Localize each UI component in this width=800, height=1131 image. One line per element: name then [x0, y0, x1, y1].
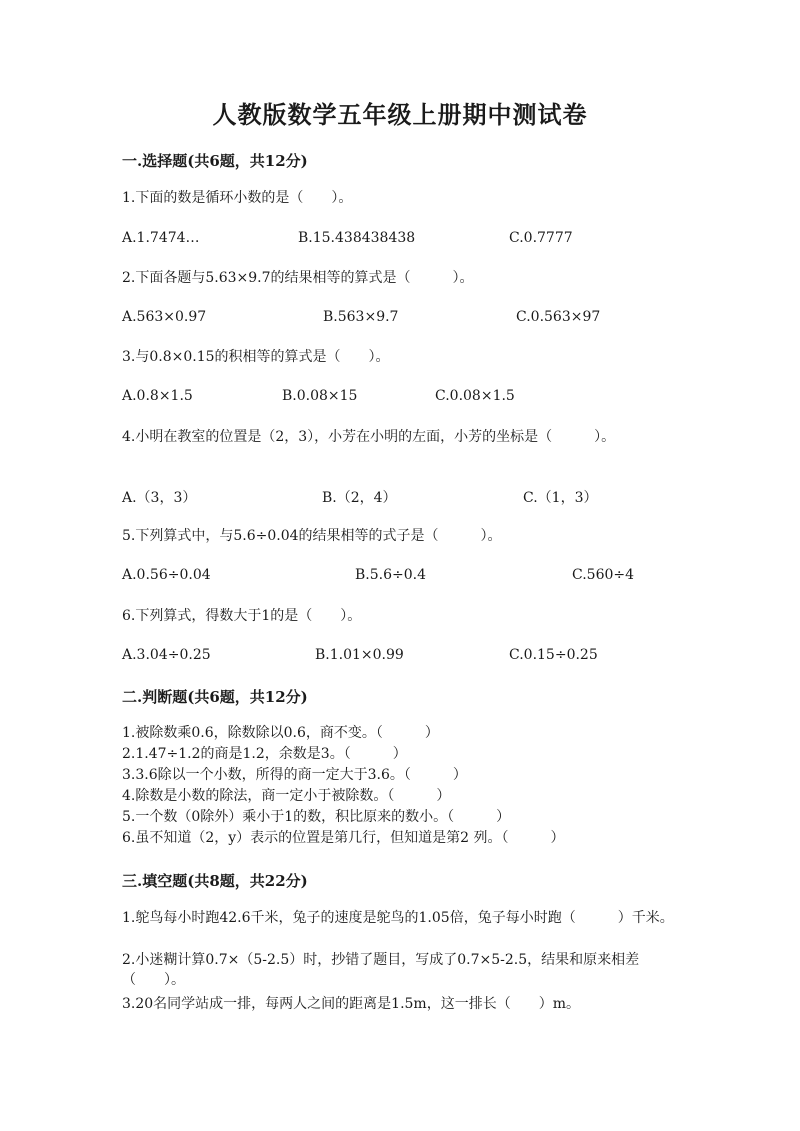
question-text: 6.下列算式，得数大于1的是（ ）。	[122, 608, 362, 624]
list-item: 2.1.47÷1.2的商是1.2，余数是3。（ ）	[122, 746, 407, 762]
list-item: 3.20名同学站成一排，每两人之间的距离是1.5m，这一排长（ ）m。	[122, 996, 580, 1012]
question-text: 1.下面的数是循环小数的是（ ）。	[122, 190, 353, 206]
option-b: B.（2，4）	[322, 490, 397, 506]
option-b: B.0.08×15	[282, 388, 358, 404]
option-b: B.563×9.7	[323, 309, 399, 325]
option-c: C.0.7777	[509, 230, 573, 246]
option-a: A.3.04÷0.25	[122, 647, 211, 663]
option-a: A.（3，3）	[122, 490, 197, 506]
list-item: 4.除数是小数的除法，商一定小于被除数。（ ）	[122, 788, 451, 804]
option-c: C.560÷4	[572, 567, 635, 583]
option-c: C.0.15÷0.25	[509, 647, 598, 663]
list-item: 2.小迷糊计算0.7×（5-2.5）时，抄错了题目，写成了0.7×5-2.5，结果和原来相差（ ）。	[122, 952, 640, 988]
section-heading-judgement: 二.判断题(共6题，共12分)	[122, 688, 308, 706]
question-text: 5.下列算式中，与5.6÷0.04的结果相等的式子是（ ）。	[122, 528, 502, 544]
option-b: B.1.01×0.99	[315, 647, 404, 663]
list-item: 1.鸵鸟每小时跑42.6千米，兔子的速度是鸵鸟的1.05倍，兔子每小时跑（ ）千米。	[122, 910, 674, 926]
option-c: C.0.08×1.5	[435, 388, 515, 404]
page-title: 人教版数学五年级上册期中测试卷	[212, 100, 588, 129]
section-heading-fill-in: 三.填空题(共8题，共22分)	[122, 872, 308, 890]
option-a: A.1.7474…	[122, 230, 200, 246]
question-text: 2.下面各题与5.63×9.7的结果相等的算式是（ ）。	[122, 270, 474, 286]
option-a: A.0.56÷0.04	[122, 567, 211, 583]
option-c: C.（1，3）	[523, 490, 598, 506]
option-a: A.0.8×1.5	[122, 388, 193, 404]
option-a: A.563×0.97	[122, 309, 207, 325]
section-heading-choice: 一.选择题(共6题，共12分)	[122, 152, 308, 170]
question-text: 3.与0.8×0.15的积相等的算式是（ ）。	[122, 349, 390, 365]
list-item: 3.3.6除以一个小数，所得的商一定大于3.6。（ ）	[122, 767, 467, 783]
list-item: 1.被除数乘0.6，除数除以0.6，商不变。（ ）	[122, 725, 439, 741]
question-text: 4.小明在教室的位置是（2，3），小芳在小明的左面，小芳的坐标是（ ）。	[122, 429, 616, 445]
list-item: 6.虽不知道（2，y）表示的位置是第几行，但知道是第2 列。（ ）	[122, 830, 565, 846]
list-item: 5.一个数（0除外）乘小于1的数，积比原来的数小。（ ）	[122, 809, 511, 825]
option-b: B.15.438438438	[298, 230, 416, 246]
option-c: C.0.563×97	[516, 309, 601, 325]
option-b: B.5.6÷0.4	[355, 567, 426, 583]
